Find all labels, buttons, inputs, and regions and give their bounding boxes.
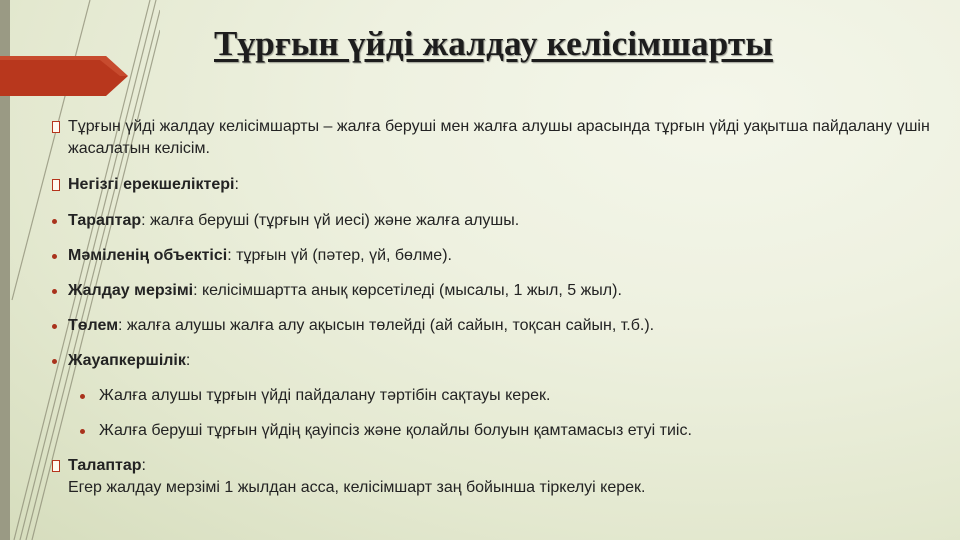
requirements-item — [52, 455, 932, 499]
bullet-text: : — [185, 352, 191, 369]
bullet-label: Тараптар — [68, 212, 142, 229]
bullet-label: Мәміленің объектісі — [68, 247, 228, 264]
bullet-text: : жалға алушы жалға алу ақысын төлейді (ай сайын, тоқсан сайын, т.б.). — [118, 317, 655, 334]
dot-bullet-icon — [52, 289, 57, 294]
dot-bullet-icon — [52, 359, 57, 364]
features-label: Негізгі ерекшеліктері — [68, 176, 235, 193]
slide-title: Тұрғын үйді жалдау келісімшарты — [214, 24, 773, 63]
bullet-item — [52, 210, 932, 232]
bullet-label: Жауапкершілік — [68, 352, 186, 369]
sub-bullet-item — [52, 420, 932, 442]
dot-bullet-icon — [80, 394, 85, 399]
bullet-label: Жалдау мерзімі — [68, 282, 194, 299]
bullet-item — [52, 280, 932, 302]
sub-bullet-text: Жалға беруші тұрғын үйдің қауіпсіз және қолайлы болуын қамтамасыз етуі тиіс. — [99, 422, 692, 439]
sub-bullet-text: Жалға алушы тұрғын үйді пайдалану тәртібін сақтауы керек. — [99, 387, 551, 404]
bullet-text: : жалға беруші (тұрғын үй иесі) және жалға алушы. — [141, 212, 520, 229]
bullet-item — [52, 350, 932, 372]
arrow-bullet-icon — [52, 460, 60, 472]
features-item — [52, 174, 932, 196]
intro-text: Тұрғын үйді жалдау келісімшарты – жалға беруші мен жалға алушы арасында тұрғын үйді уақытша пайдалану үшін жасалатын келісім. — [68, 118, 930, 157]
requirements-text: Егер жалдау мерзімі 1 жылдан асса, келісімшарт заң бойынша тіркелуі керек. — [68, 479, 646, 496]
dot-bullet-icon — [52, 254, 57, 259]
arrow-bullet-icon — [52, 121, 60, 133]
bullet-text: : келісімшартта анық көрсетіледі (мысалы, 1 жыл, 5 жыл). — [193, 282, 622, 299]
slide-content — [52, 116, 932, 499]
title-accent-tab — [0, 56, 128, 96]
bullet-item — [52, 315, 932, 337]
requirements-label: Талаптар — [68, 457, 142, 474]
intro-item — [52, 116, 932, 160]
dot-bullet-icon — [80, 429, 85, 434]
sub-bullet-item — [52, 385, 932, 407]
dot-bullet-icon — [52, 324, 57, 329]
arrow-bullet-icon — [52, 179, 60, 191]
requirements-suffix: : — [141, 457, 146, 474]
bullet-label: Төлем — [68, 317, 119, 334]
bullet-text: : тұрғын үй (пәтер, үй, бөлме). — [227, 247, 452, 264]
features-suffix: : — [234, 176, 239, 193]
bullet-item — [52, 245, 932, 267]
dot-bullet-icon — [52, 219, 57, 224]
